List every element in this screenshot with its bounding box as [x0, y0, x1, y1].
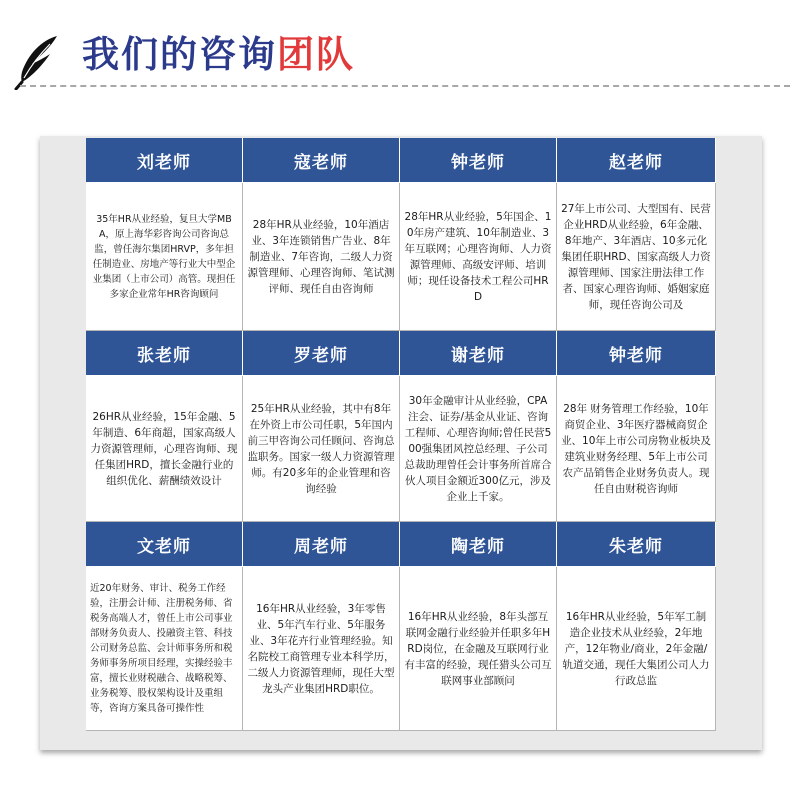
consultant-bio: 27年上市公司、大型国有、民营企业HRD从业经验，6年金融、8年地产、3年酒店、10多元化集团任职HRD、国家高级人力资源管理师、国家注册法律工作者、国家心理咨询师、婚姻家庭师，现任咨询公司及: [557, 183, 716, 331]
page-title-accent: 团队: [277, 33, 355, 76]
consultant-bio: 28年HR从业经验，5年国企、10年房产建筑、10年制造业、3年互联网；心理咨询师、人力资源管理师、高级安评师、培训师；现任设备技术工程公司HRD: [400, 183, 557, 331]
consultant-bio: 28年HR从业经验，10年酒店业、3年连锁销售广告业、8年制造业、7年咨询，二级人力资源管理师、心理咨询师、笔试测评师、现任自由咨询师: [243, 183, 400, 331]
consultant-name-header: 罗老师: [243, 331, 400, 376]
consultant-name-header: 谢老师: [400, 331, 557, 376]
consultant-name-header: 陶老师: [400, 522, 557, 567]
consultant-bio: 30年金融审计从业经验，CPA注会、证券/基金从业证、咨询工程师、心理咨询师;曾任民营500强集团风控总经理、子公司总裁助理曾任会计事务所首席合伙人项目金额近300亿元，涉及企业上千家。: [400, 376, 557, 522]
consultant-name-header: 寇老师: [243, 138, 400, 183]
page-title-main: 我们的咨询: [82, 33, 277, 76]
consultant-bio: 16年HR从业经验，8年头部互联网金融行业经验并任职多年HRD岗位，在金融及互联网行业有丰富的经验，现任猎头公司互联网事业部顾问: [400, 567, 557, 731]
consultant-name-header: 朱老师: [557, 522, 716, 567]
consultant-bio: 25年HR从业经验，其中有8年在外资上市公司任职，5年国内前三甲咨询公司任顾问、咨询总监职务。国家一级人力资源管理师。有20多年的企业管理和咨询经验: [243, 376, 400, 522]
title-divider: [20, 85, 790, 87]
consultant-bio: 26HR从业经验，15年金融、5年制造、6年商超，国家高级人力资源管理师，心理咨询师、现任集团HRD，擅长金融行业的组织优化、薪酬绩效设计: [86, 376, 243, 522]
consultant-name-header: 钟老师: [400, 138, 557, 183]
consultant-bio: 16年HR从业经验，5年军工制造企业技术从业经验，2年地产，12年物业/商业，2年金融/轨道交通，现任大集团公司人力行政总监: [557, 567, 716, 731]
consultant-bio: 28年 财务管理工作经验，10年商贸企业、3年医疗器械商贸企业、10年上市公司房物业板块及建筑业财务经理、5年上市公司农产品销售企业财务负责人。现任自由财税咨询师: [557, 376, 716, 522]
consultant-name-header: 文老师: [86, 522, 243, 567]
page-title: [82, 30, 355, 80]
consultant-name-header: 张老师: [86, 331, 243, 376]
feather-icon: [14, 34, 60, 90]
consultant-name-header: 钟老师: [557, 331, 716, 376]
consultant-bio: 近20年财务、审计、税务工作经验，注册会计师、注册税务师、省税务高端人才，曾任上市公司事业部财务负责人、投融资主管、科技公司财务总监、会计师事务所和税务师事务所项目经理，实操经验丰富，擅长业财税融合、战略税筹、业务税筹、股权架构设计及重组等，咨询方案具备可操作性: [86, 567, 243, 731]
consultant-name-header: 周老师: [243, 522, 400, 567]
consultant-name-header: 刘老师: [86, 138, 243, 183]
consultant-bio: 35年HR从业经验，复旦大学MBA，原上海华彩咨询公司咨询总监，曾任海尔集团HRVP，多年担任制造业、房地产等行业大中型企业集团（上市公司）高管。现担任多家企业常年HR咨询顾问: [86, 183, 243, 331]
consultant-bio: 16年HR从业经验，3年零售业、5年汽车行业、5年服务业、3年花卉行业管理经验。知名院校工商管理专业本科学历，二级人力资源管理师，现任大型龙头产业集团HRD职位。: [243, 567, 400, 731]
consultant-name-header: 赵老师: [557, 138, 716, 183]
consultant-table: [86, 138, 716, 731]
